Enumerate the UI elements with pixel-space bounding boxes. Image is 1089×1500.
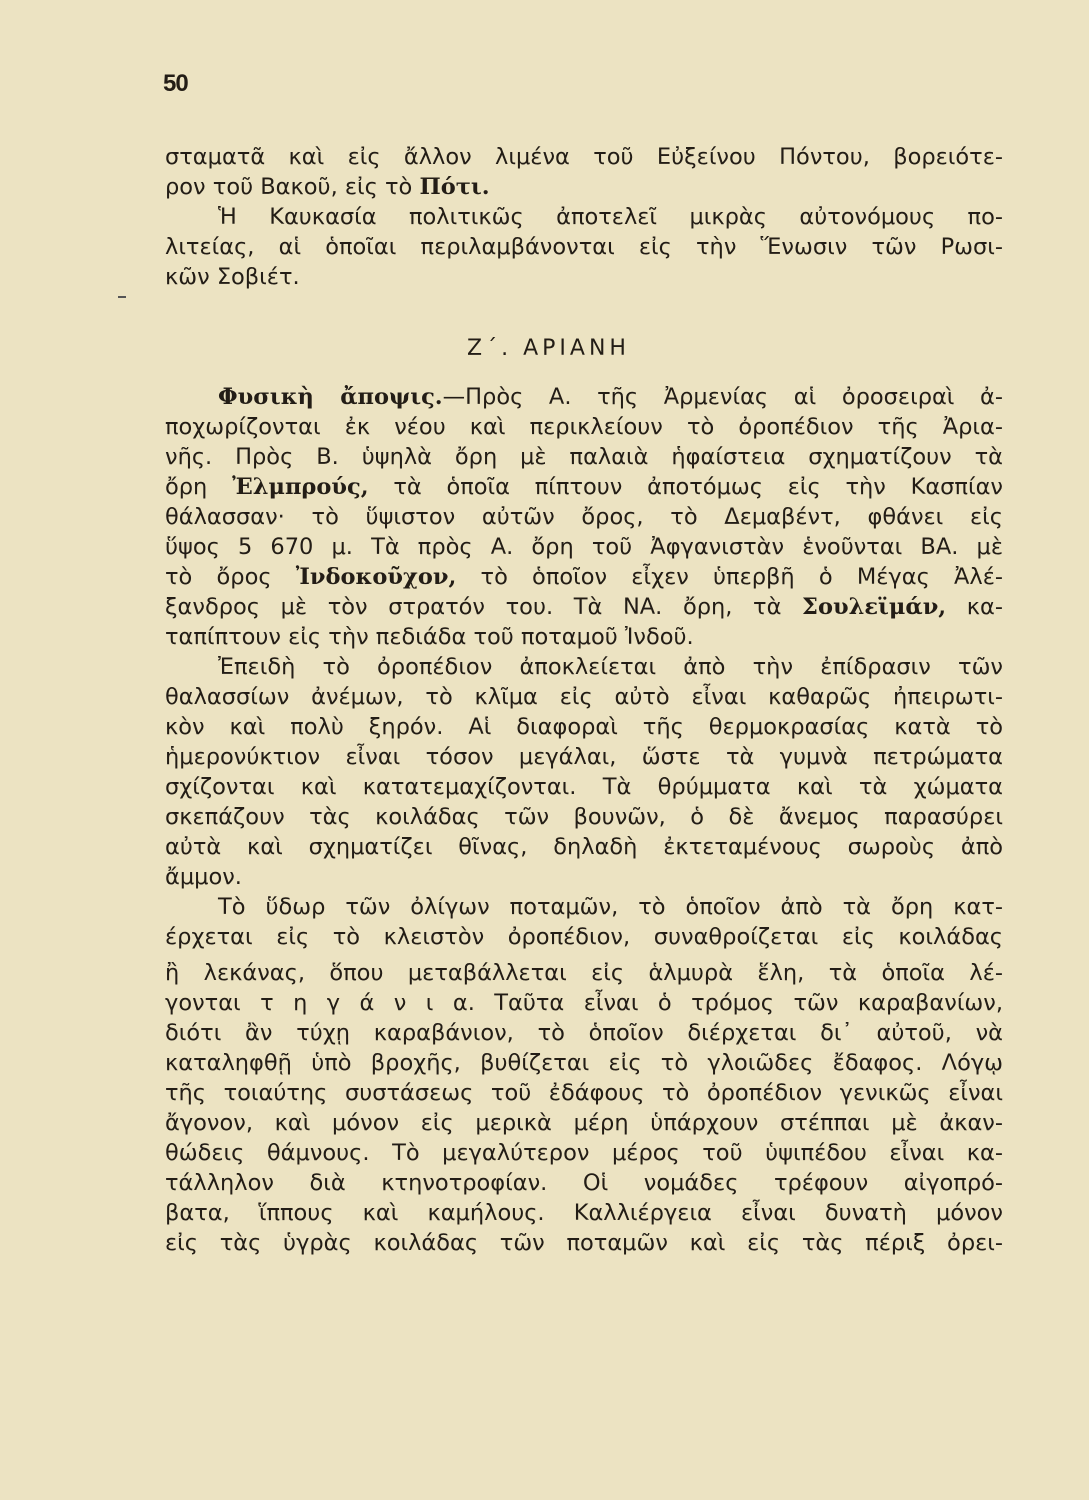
text-line	[165, 988, 1003, 1018]
text-line	[165, 262, 1003, 292]
text-line	[218, 652, 1003, 682]
text-run: —Πρὸς Α. τῆς Ἀρμενίας αἱ ὀροσειραὶ ἀ-	[442, 384, 1004, 410]
text-line	[165, 142, 1003, 172]
text-run: ποχωρίζονται ἐκ νέου καὶ περικλείουν τὸ ὀροπέδιον τῆς Ἀρια-	[165, 414, 1003, 440]
text-run: σχίζονται καὶ κατατεμαχίζονται. Τὰ θρύμματα καὶ τὰ χώματα	[165, 774, 1003, 800]
text-line	[165, 772, 1003, 802]
text-line	[165, 502, 1003, 532]
text-run: τὰ ὁποῖα πίπτουν ἀποτόμως εἰς τὴν Κασπίαν	[368, 474, 1003, 500]
text-line	[165, 1108, 1003, 1138]
text-run: Ἡ Καυκασία πολιτικῶς ἀποτελεῖ μικρὰς αὐτονόμους πο-	[218, 204, 1003, 230]
text-run: αὐτὰ καὶ σχηματίζει θῖνας, δηλαδὴ ἐκτεταμένους σωροὺς ἀπὸ	[165, 834, 1003, 860]
bold-term: Σουλεϊμάν,	[802, 594, 947, 620]
text-run: ρον τοῦ Βακοῦ, εἰς τὸ	[165, 174, 420, 200]
text-run: σκεπάζουν τὰς κοιλάδας τῶν βουνῶν, ὁ δὲ ἄνεμος παρασύρει	[165, 804, 1003, 830]
text-line	[165, 832, 1003, 862]
text-line	[165, 682, 1003, 712]
text-run: θάλασσαν· τὸ ὕψιστον αὐτῶν ὄρος, τὸ Δεμαβέντ, φθάνει εἰς	[165, 504, 1003, 530]
text-run: κῶν Σοβιέτ.	[165, 264, 300, 290]
text-run: διότι ἂν τύχῃ καραβάνιον, τὸ ὁποῖον διέρχεται δι᾽ αὐτοῦ, νὰ	[165, 1020, 1003, 1046]
text-line	[165, 922, 1003, 952]
bold-term: Ἰνδοκοῦχον,	[295, 564, 457, 590]
margin-mark	[118, 296, 126, 298]
text-line	[165, 172, 1003, 202]
text-run: λιτείας, αἱ ὁποῖαι περιλαμβάνονται εἰς τὴν Ἕνωσιν τῶν Ρωσι-	[165, 234, 1003, 260]
text-run: σταματᾶ καὶ εἰς ἄλλον λιμένα τοῦ Εὐξείνου Πόντου, βορειότε-	[165, 144, 1003, 170]
text-run: τὸ ὄρος	[165, 564, 296, 590]
text-line	[165, 1078, 1003, 1108]
text-run: έρχεται εἰς τὸ κλειστὸν ὀροπέδιον, συναθροίζεται εἰς κοιλάδας	[165, 924, 1003, 950]
text-line	[165, 532, 1003, 562]
text-run: κα-	[946, 594, 1003, 620]
text-line	[165, 562, 1003, 592]
text-run: ὕψος 5 670 μ. Τὰ πρὸς Α. ὄρη τοῦ Ἀφγανιστὰν ἑνοῦνται ΒΑ. μὲ	[165, 534, 1003, 560]
text-line	[165, 442, 1003, 472]
bold-term: Φυσικὴ ἄποψις.	[218, 384, 443, 410]
text-run: θαλασσίων ἀνέμων, τὸ κλῖμα εἰς αὐτὸ εἶναι καθαρῶς ἠπειρωτι-	[165, 684, 1003, 710]
section-heading: Ζ΄. ΑΡΙΑΝΗ	[467, 336, 630, 361]
text-line	[218, 202, 1003, 232]
text-run: Τὸ ὕδωρ τῶν ὀλίγων ποταμῶν, τὸ ὁποῖον ἀπὸ τὰ ὄρη κατ-	[218, 894, 1003, 920]
text-line	[165, 412, 1003, 442]
text-run: τῆς τοιαύτης συστάσεως τοῦ ἐδάφους τὸ ὀροπέδιον γενικῶς εἶναι	[165, 1080, 1003, 1106]
text-run: ἢ λεκάνας, ὅπου μεταβάλλεται εἰς ἁλμυρὰ ἕλη, τὰ ὁποῖα λέ-	[165, 960, 1003, 986]
text-run: γονται τ η γ ά ν ι α. Ταῦτα εἶναι ὁ τρόμος τῶν καραβανίων,	[165, 990, 1003, 1016]
text-line	[165, 742, 1003, 772]
text-line	[165, 472, 1003, 502]
text-line	[218, 892, 1003, 922]
text-line	[165, 592, 1003, 622]
text-line	[165, 862, 1003, 892]
text-line	[165, 1048, 1003, 1078]
text-line	[218, 382, 1003, 412]
text-run: θώδεις θάμνους. Τὸ μεγαλύτερον μέρος τοῦ ὑψιπέδου εἶναι κα-	[165, 1140, 1003, 1166]
text-run: νῆς. Πρὸς Β. ὑψηλὰ ὄρη μὲ παλαιὰ ἡφαίστεια σχηματίζουν τὰ	[165, 444, 1003, 470]
text-line	[165, 622, 1003, 652]
page-number: 50	[163, 70, 188, 97]
text-line	[165, 1228, 1003, 1258]
text-run: εἰς τὰς ὑγρὰς κοιλάδας τῶν ποταμῶν καὶ εἰς τὰς πέριξ ὀρει-	[165, 1230, 1003, 1256]
text-line	[165, 1168, 1003, 1198]
text-line	[165, 1138, 1003, 1168]
text-line	[165, 1198, 1003, 1228]
text-line	[165, 958, 1003, 988]
text-run: κὸν καὶ πολὺ ξηρόν. Αἱ διαφοραὶ τῆς θερμοκρασίας κατὰ τὸ	[165, 714, 1003, 740]
text-line	[165, 712, 1003, 742]
text-line	[165, 802, 1003, 832]
text-run: Ἐπειδὴ τὸ ὀροπέδιον ἀποκλείεται ἀπὸ τὴν ἐπίδρασιν τῶν	[218, 654, 1003, 680]
text-run: τὸ ὁποῖον εἶχεν ὑπερβῆ ὁ Μέγας Ἀλέ-	[456, 564, 1003, 590]
text-run: ὄρη	[165, 474, 233, 500]
text-run: καταληφθῇ ὑπὸ βροχῆς, βυθίζεται εἰς τὸ γλοιῶδες ἔδαφος. Λόγῳ	[165, 1050, 1003, 1076]
bold-term: Ἐλμπρούς,	[232, 474, 369, 500]
text-run: ταπίπτουν εἰς τὴν πεδιάδα τοῦ ποταμοῦ Ἰνδοῦ.	[165, 624, 694, 650]
text-run: ἄμμον.	[165, 864, 242, 890]
text-run: ἄγονον, καὶ μόνον εἰς μερικὰ μέρη ὑπάρχουν στέππαι μὲ ἀκαν-	[165, 1110, 1003, 1136]
text-run: τάλληλον διὰ κτηνοτροφίαν. Οἱ νομάδες τρέφουν αἰγοπρό-	[165, 1170, 1003, 1196]
bold-term: Πότι.	[419, 174, 490, 200]
text-run: βατα, ἵππους καὶ καμήλους. Καλλιέργεια εἶναι δυνατὴ μόνον	[165, 1200, 1003, 1226]
text-line	[165, 232, 1003, 262]
text-run: ἡμερονύκτιον εἶναι τόσον μεγάλαι, ὥστε τὰ γυμνὰ πετρώματα	[165, 744, 1003, 770]
text-line	[165, 1018, 1003, 1048]
text-run: ξανδρος μὲ τὸν στρατόν του. Τὰ ΝΑ. ὄρη, τὰ	[165, 594, 803, 620]
